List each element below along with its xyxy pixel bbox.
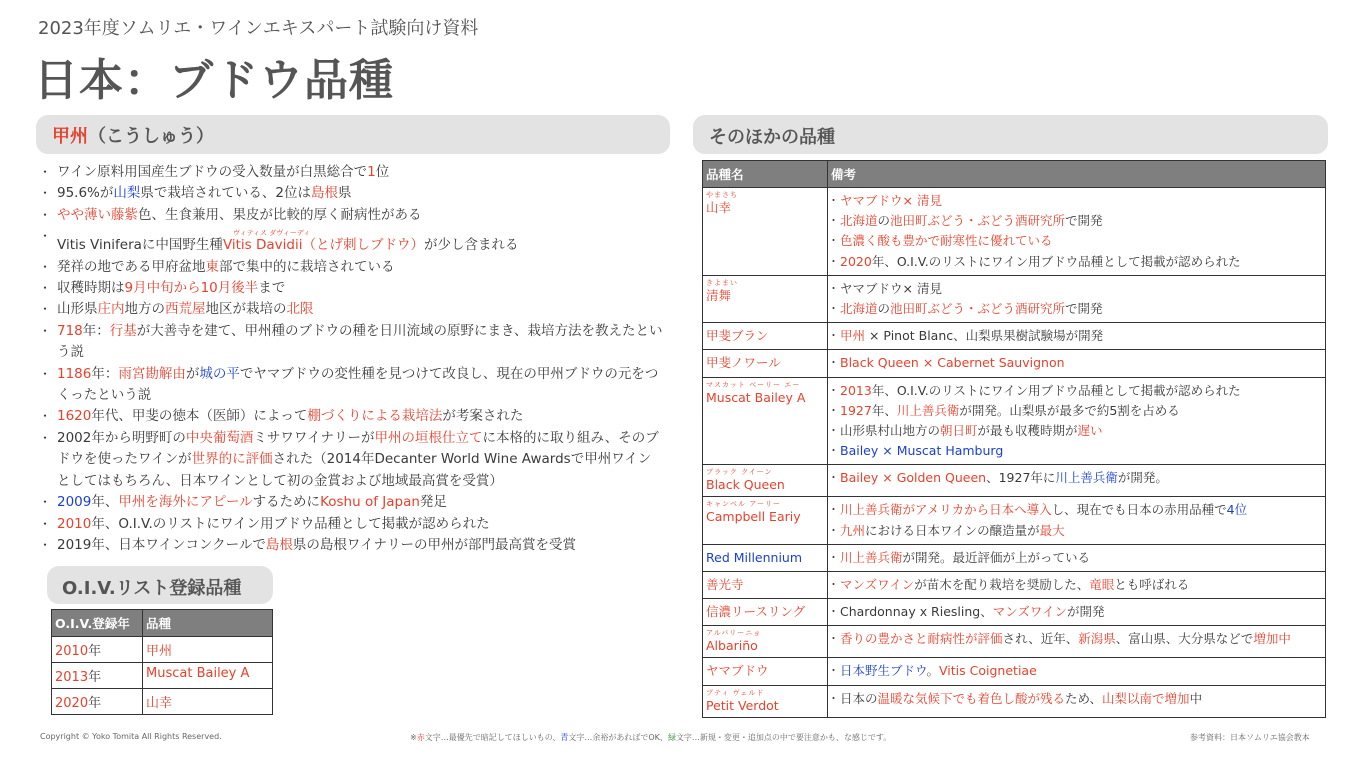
variety-name: 善光寺	[703, 572, 828, 599]
list-item: ・ 2002年から明野町の中央葡萄酒ミサワワイナリーが甲州の垣根仕立てに本格的に取り組み、そのブドウを使ったワインが世界的に評価された（2014年Decanter World Wine Awardsで甲州ワインとしてはもちろん、日本ワインとして初の金賞および地域最高賞を受賞）	[44, 428, 664, 492]
table-row	[703, 350, 1326, 377]
list-item: ・ 発祥の地である甲府盆地東部で集中的に栽培されている	[44, 257, 664, 278]
table-row	[703, 572, 1326, 599]
table-row	[703, 188, 1326, 276]
oiv-year: 2020年	[52, 689, 143, 715]
table-row	[52, 637, 273, 663]
variety-note: ・ Bailey × Golden Queen、1927年に川上善兵衛が開発。	[828, 465, 1326, 497]
col-variety-name: 品種名	[703, 161, 828, 188]
table-row	[703, 599, 1326, 626]
oiv-year: 2010年	[52, 637, 143, 663]
table-row	[52, 689, 273, 715]
variety-name: ヤマブドウ	[703, 658, 828, 685]
table-row	[703, 377, 1326, 465]
koshu-facts-list	[44, 162, 664, 556]
list-item: ・ 95.6%が山梨県で栽培されている、2位は島根県	[44, 183, 664, 204]
list-item: ・ 山形県庄内地方の西荒屋地区が栽培の北限	[44, 299, 664, 320]
koshu-heading-reading: （こうしゅう）	[88, 126, 214, 147]
list-item: ・ 収穫時期は9月中旬から10月後半まで	[44, 278, 664, 299]
table-row	[703, 544, 1326, 571]
variety-note: ・ 2013年、O.I.V.のリストにワイン用ブドウ品種として掲載が認められた ・ 1927年、川上善兵衛が開発。山梨県が最多で約5割を占める ・ 山形県村山地方の朝日町が最も収穫時期が遅い ・ Bailey × Muscat Hamburg	[828, 377, 1326, 465]
oiv-table	[51, 609, 273, 715]
variety-note: ・ Chardonnay x Riesling、マンズワインが開発	[828, 599, 1326, 626]
variety-name: 甲斐ノワール	[703, 350, 828, 377]
variety-note: ・ 日本の温暖な気候下でも着色し酸が残るため、山梨以南で増加中	[828, 685, 1326, 717]
variety-name: マスカット ベーリー エー Muscat Bailey A	[703, 377, 828, 465]
oiv-year: 2013年	[52, 663, 143, 689]
variety-name: やまさち 山幸	[703, 188, 828, 276]
variety-name: キャンベル アーリー Campbell Eariy	[703, 497, 828, 544]
color-legend: ※赤文字…最優先で暗記してほしいもの、青文字…余裕があればでOK、緑文字…新規・変更・追加点の中で要注意かも、な感じです。	[410, 733, 892, 742]
variety-name: プティ ヴェルド Petit Verdot	[703, 685, 828, 717]
list-item: ・ 2019年、日本ワインコンクールで島根県の島根ワイナリーの甲州が部門最高賞を受賞	[44, 535, 664, 556]
variety-note: ・ マンズワインが苗木を配り栽培を奨励した、竜眼とも呼ばれる	[828, 572, 1326, 599]
koshu-heading-name: 甲州	[52, 126, 88, 147]
variety-note: ・ 香りの豊かさと耐病性が評価され、近年、新潟県、富山県、大分県などで増加中	[828, 626, 1326, 658]
variety-name: 甲斐ブラン	[703, 323, 828, 350]
variety-name: Red Millennium	[703, 544, 828, 571]
list-item: ・ やや薄い藤紫色、生食兼用、果皮が比較的厚く耐病性がある	[44, 205, 664, 226]
list-item: ・ ワイン原料用国産生ブドウの受入数量が白黒総合で1位	[44, 162, 664, 183]
oiv-heading: O.I.V.リスト登録品種	[47, 566, 273, 604]
variety-note: ・ 日本野生ブドウ。Vitis Coignetiae	[828, 658, 1326, 685]
oiv-col-year: O.I.V.登録年	[52, 610, 143, 637]
list-item: ・ 1620年代、甲斐の徳本（医師）によって棚づくりによる栽培法が考案された	[44, 406, 664, 427]
variety-name: ブラック クイーン Black Queen	[703, 465, 828, 497]
table-row	[703, 626, 1326, 658]
variety-note: ・ ヤマブドウ× 清見 ・ 北海道の池田町ぶどう・ぶどう酒研究所で開発	[828, 275, 1326, 322]
list-item: ・ 2009年、甲州を海外にアピールするためにKoshu of Japan発足	[44, 492, 664, 513]
page-title: 日本：ブドウ品種	[34, 55, 394, 106]
list-item: ・ ヴィティス ダヴィーディ Vitis Viniferaに中国野生種Vitis Davidii（とげ刺しブドウ）が少し含まれる	[44, 226, 664, 256]
reference-note: 参考資料：日本ソムリエ協会教本	[1190, 733, 1310, 742]
variety-name: アルバリーニョ Albariño	[703, 626, 828, 658]
col-note: 備考	[828, 161, 1326, 188]
variety-name: きよまい 清舞	[703, 275, 828, 322]
list-item: ・ 1186年：雨宮勘解由が城の平でヤマブドウの変性種を見つけて改良し、現在の甲州ブドウの元をつくったという説	[44, 364, 664, 407]
oiv-col-variety: 品種	[143, 610, 273, 637]
variety-note: ・ ヤマブドウ× 清見 ・ 北海道の池田町ぶどう・ぶどう酒研究所で開発 ・ 色濃く酸も豊かで耐寒性に優れている ・ 2020年、O.I.V.のリストにワイン用ブドウ品種として掲載が認められた	[828, 188, 1326, 276]
variety-note: ・ Black Queen × Cabernet Sauvignon	[828, 350, 1326, 377]
table-row	[52, 663, 273, 689]
table-header-row	[703, 161, 1326, 188]
variety-name: 信濃リースリング	[703, 599, 828, 626]
table-row	[703, 658, 1326, 685]
variety-note: ・ 川上善兵衛が開発。最近評価が上がっている	[828, 544, 1326, 571]
table-row	[703, 685, 1326, 717]
table-row	[703, 497, 1326, 544]
list-item: ・ 718年：行基が大善寺を建て、甲州種のブドウの種を日川流域の原野にまき、栽培方法を教えたという説	[44, 321, 664, 364]
other-varieties-table	[702, 160, 1326, 718]
table-header-row	[52, 610, 273, 637]
table-row	[703, 465, 1326, 497]
oiv-variety: Muscat Bailey A	[143, 663, 273, 689]
other-varieties-heading: そのほかの品種	[693, 115, 1328, 154]
list-item: ・ 2010年、O.I.V.のリストにワイン用ブドウ品種として掲載が認められた	[44, 514, 664, 535]
oiv-variety: 山幸	[143, 689, 273, 715]
table-row	[703, 323, 1326, 350]
copyright: Copyright © Yoko Tomita All Rights Reserved.	[40, 732, 222, 741]
table-row	[703, 275, 1326, 322]
koshu-heading	[36, 115, 670, 154]
page-subtitle: 2023年度ソムリエ・ワインエキスパート試験向け資料	[38, 18, 479, 39]
variety-note: ・ 甲州 × Pinot Blanc、山梨県果樹試験場が開発	[828, 323, 1326, 350]
variety-note: ・ 川上善兵衛がアメリカから日本へ導入し、現在でも日本の赤用品種で4位 ・ 九州における日本ワインの醸造量が最大	[828, 497, 1326, 544]
oiv-variety: 甲州	[143, 637, 273, 663]
